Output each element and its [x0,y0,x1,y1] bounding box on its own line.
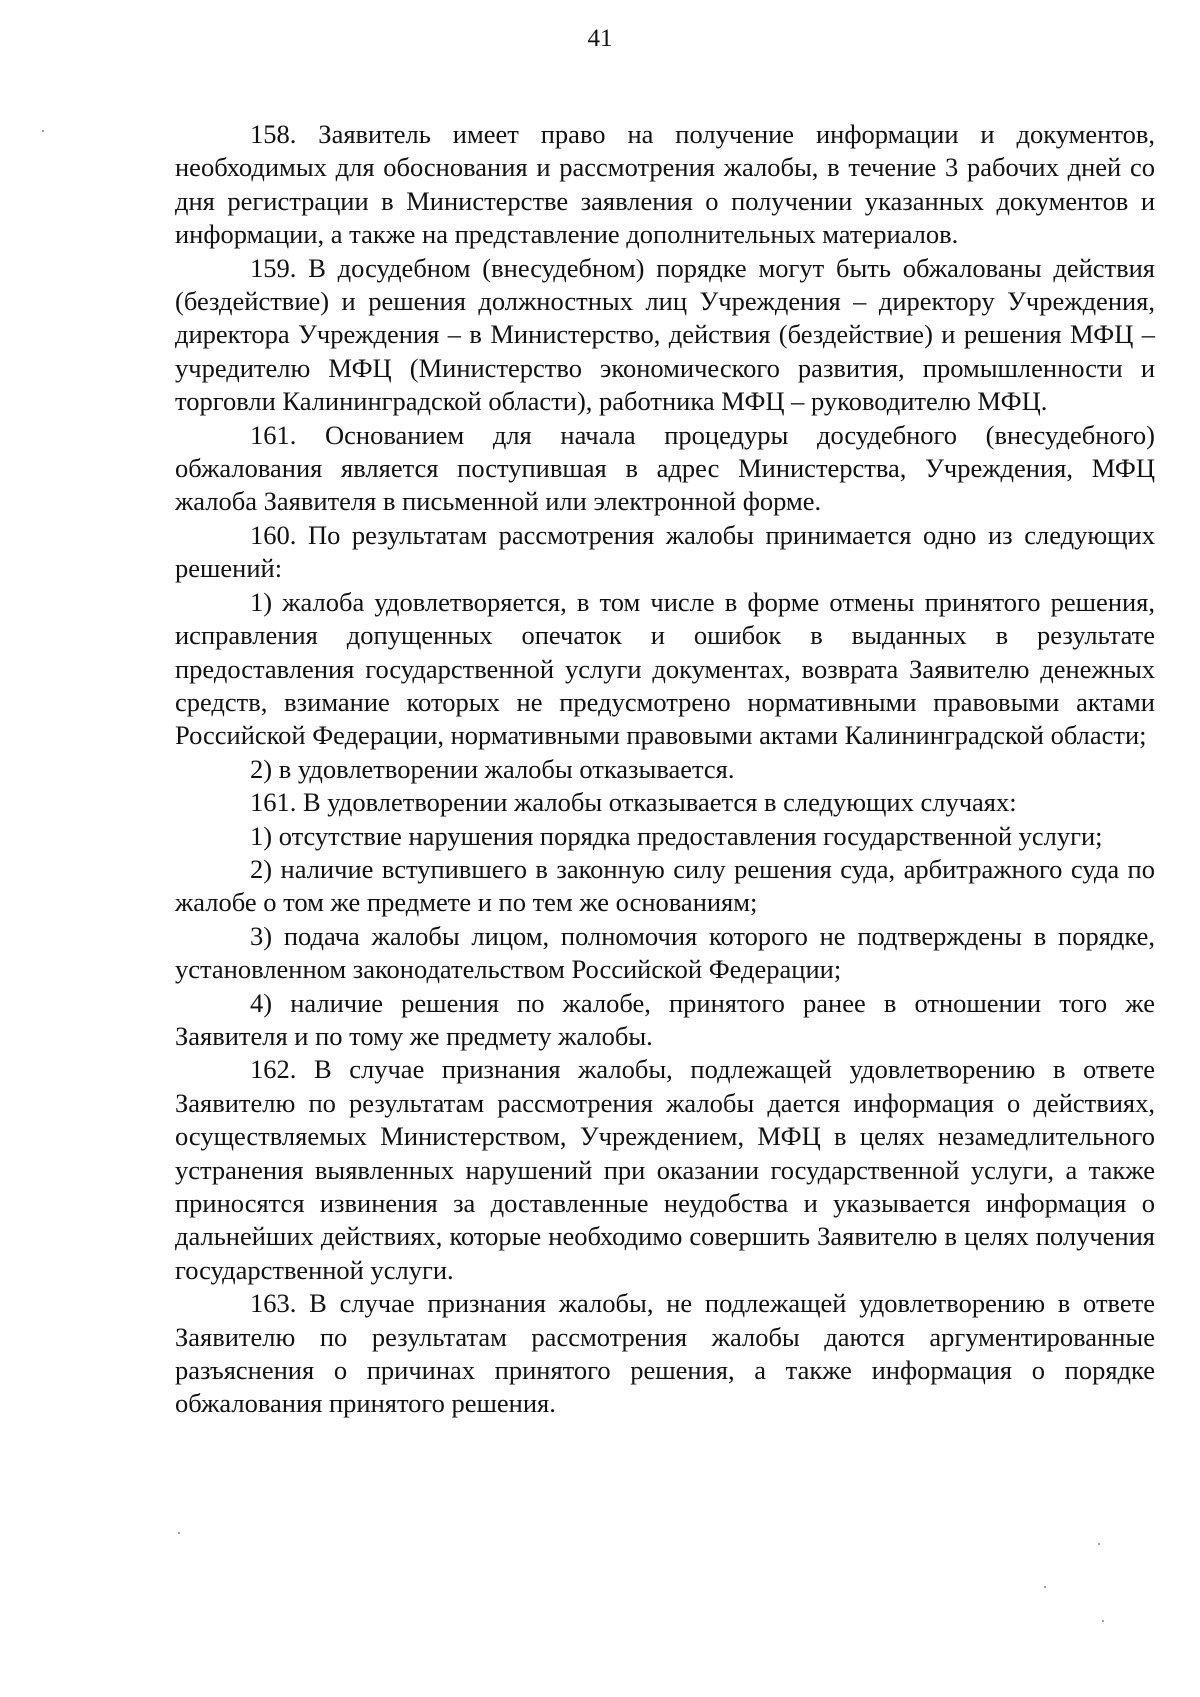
page-number: 41 [587,25,613,52]
paragraph-163: 163. В случае признания жалобы, не подлежащей удовлетворению в ответе Заявителю по результатам рассмотрения жалобы даются аргументированные разъяснения о причинах принятого решения, а также информация о порядке обжалования принятого решения. [175,1288,1155,1419]
paragraph-162: 162. В случае признания жалобы, подлежащей удовлетворению в ответе Заявителю по результатам рассмотрения жалобы дается информация о действиях, осуществляемых Министерством, Учреждением, МФЦ в целях незамедлительного устранения выявленных нарушений при оказании государственной услуги, а также приносятся извинения за доставленные неудобства и указывается информация о дальнейших действиях, которые необходимо совершить Заявителю в целях получения государственной услуги. [175,1054,1155,1285]
list-item-160-1: 1) жалоба удовлетворяется, в том числе в форме отмены принятого решения, исправления допущенных опечаток и ошибок в выданных в результате предоставления государственной услуги документах, возврата Заявителю денежных средств, взимание которых не предусмотрено нормативными правовыми актами Российской Федерации, нормативными правовыми актами Калининградской области; [175,586,1155,751]
scan-speck [1102,1620,1104,1622]
list-item-160-2: 2) в удовлетворении жалобы отказывается. [250,753,735,784]
list-item-161-2: 2) наличие вступившего в законную силу решения суда, арбитражного суда по жалобе о том же предмете и по тем же основаниям; [175,853,1155,918]
document-body [175,118,1155,1421]
list-item-161-1: 1) отсутствие нарушения порядка предоставления государственной услуги; [250,820,1103,851]
paragraph-160: 160. По результатам рассмотрения жалобы принимается одно из следующих решений: [175,519,1155,584]
list-item-161-4: 4) наличие решения по жалобе, принятого ранее в отношении того же Заявителя и по тому же предмету жалобы. [175,987,1155,1051]
paragraph-161-grounds: 161. Основанием для начала процедуры досудебного (внесудебного) обжалования является поступившая в адрес Министерства, Учреждения, МФЦ жалоба Заявителя в письменной или электронной форме. [175,419,1155,517]
scan-speck [1098,1543,1100,1545]
scan-speck [1044,1586,1046,1588]
scan-speck [178,1532,180,1534]
paragraph-158: 158. Заявитель имеет право на получение информации и документов, необходимых для обоснования и рассмотрения жалобы, в течение 3 рабочих дней со дня регистрации в Министерстве заявления о получении указанных документов и информации, а также на представление дополнительных материалов. [175,119,1155,250]
scan-speck [42,130,44,132]
list-item-161-3: 3) подача жалобы лицом, полномочия которого не подтверждены в порядке, установленном законодательством Российской Федерации; [175,920,1155,985]
paragraph-161-refusal: 161. В удовлетворении жалобы отказывается в следующих случаях: [250,787,1017,818]
paragraph-159: 159. В досудебном (внесудебном) порядке могут быть обжалованы действия (бездействие) и решения должностных лиц Учреждения – директору Учреждения, директора Учреждения – в Министерство, действия (бездействие) и решения МФЦ – учредителю МФЦ (Министерство экономического развития, промышленности и торговли Калининградской области), работника МФЦ – руководителю МФЦ. [175,252,1155,417]
